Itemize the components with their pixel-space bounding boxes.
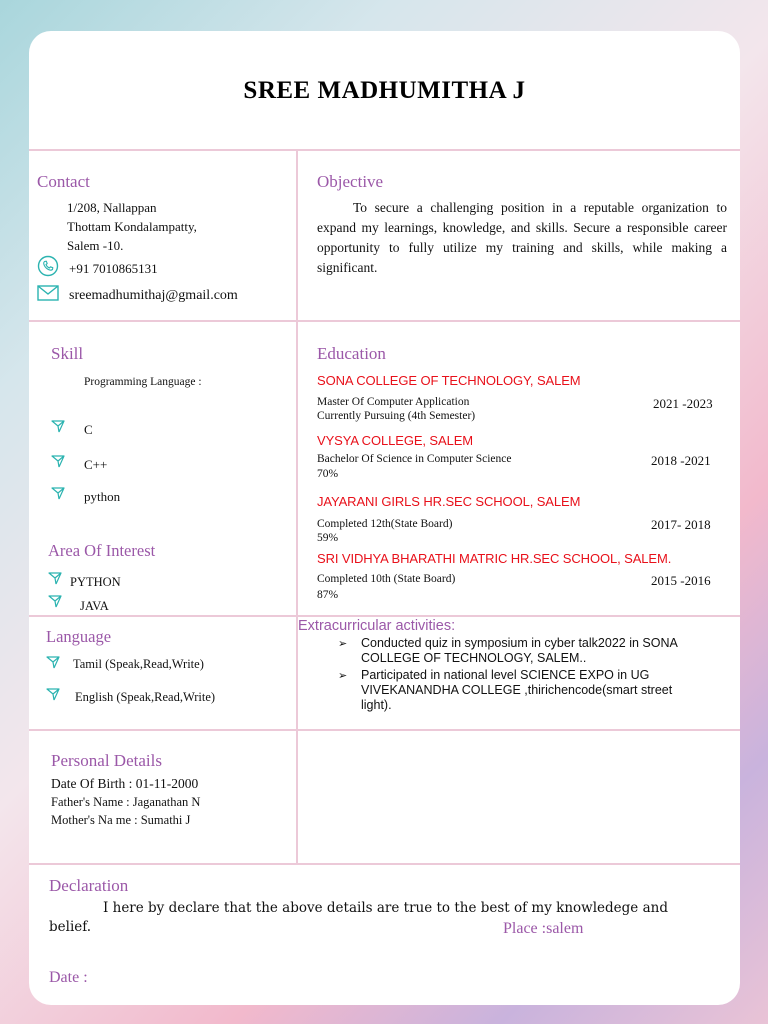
education-detail: 59% — [317, 532, 339, 544]
declaration-place: Place :salem — [503, 920, 584, 937]
education-years: 2015 -2016 — [651, 573, 711, 588]
education-heading: Education — [317, 344, 386, 363]
language-item: Tamil (Speak,Read,Write) — [73, 657, 204, 671]
interest-heading: Area Of Interest — [48, 541, 156, 560]
education-years: 2018 -2021 — [651, 453, 711, 468]
interest-item: PYTHON — [70, 575, 121, 589]
education-detail: 87% — [317, 589, 339, 601]
skill-bullet-icon — [51, 486, 65, 500]
divider-top — [29, 149, 740, 151]
interest-item: JAVA — [80, 599, 109, 613]
skill-item: C — [84, 422, 93, 437]
extracurricular-item — [361, 636, 678, 666]
address-line3: Salem -10. — [67, 238, 124, 253]
language-item: English (Speak,Read,Write) — [75, 690, 216, 704]
education-degree: Bachelor Of Science in Computer Science — [317, 453, 512, 465]
arrow-bullet-icon: ➢ — [338, 637, 348, 650]
extracurricular-line: light). — [361, 698, 392, 712]
extracurricular-line: Participated in national level SCIENCE EXPO in UG — [361, 668, 650, 682]
education-degree: Completed 12th(State Board) — [317, 518, 453, 530]
vdivider-1 — [296, 149, 298, 322]
resume-page — [29, 31, 740, 1005]
objective-text: To secure a challenging position in a reputable organization to expand my learnings, knowledge, and skills. Secure a responsible career opportunity to fully utilize my training and skills, while making a significant. — [317, 200, 727, 275]
interest-bullet-icon — [48, 594, 62, 608]
education-degree: Master Of Computer Application — [317, 396, 470, 408]
phone-number: +91 7010865131 — [69, 261, 158, 276]
declaration-text: I here by declare that the above details are true to the best of my knowledege and — [103, 900, 668, 916]
phone-icon — [37, 255, 59, 277]
father-name: Father's Name : Jaganathan N — [51, 795, 201, 809]
objective-heading: Objective — [317, 172, 384, 191]
dob: Date Of Birth : 01-11-2000 — [51, 776, 199, 791]
education-school: SRI VIDHYA BHARATHI MATRIC HR.SEC SCHOOL, SALEM. — [317, 551, 672, 566]
mother-name: Mother's Na me : Sumathi J — [51, 813, 191, 827]
education-school: SONA COLLEGE OF TECHNOLOGY, SALEM — [317, 373, 581, 388]
skill-bullet-icon — [51, 454, 65, 468]
divider-skill — [29, 615, 740, 617]
extracurricular-line: Conducted quiz in symposium in cyber talk2022 in SONA — [361, 636, 678, 650]
vdivider-4 — [296, 729, 298, 865]
skill-bullet-icon — [51, 419, 65, 433]
extracurricular-line: VIVEKANANDHA COLLEGE ,thirichencode(smart street — [361, 683, 673, 697]
language-bullet-icon — [46, 655, 60, 669]
education-years: 2017- 2018 — [651, 517, 711, 532]
personal-heading: Personal Details — [51, 751, 162, 770]
divider-personal — [29, 863, 740, 865]
address-line2: Thottam Kondalampatty, — [67, 219, 197, 234]
education-school: VYSYA COLLEGE, SALEM — [317, 433, 473, 448]
extracurricular-line: COLLEGE OF TECHNOLOGY, SALEM.. — [361, 651, 587, 665]
email-icon — [37, 285, 59, 301]
declaration-text-end: belief. — [49, 919, 92, 935]
education-detail: 70% — [317, 468, 339, 480]
education-detail: Currently Pursuing (4th Semester) — [317, 410, 476, 422]
vdivider-2 — [296, 320, 298, 617]
divider-contact — [29, 320, 740, 322]
contact-heading: Contact — [37, 172, 90, 191]
divider-language — [29, 729, 740, 731]
education-school: JAYARANI GIRLS HR.SEC SCHOOL, SALEM — [317, 494, 581, 509]
skill-item: C++ — [84, 457, 108, 472]
declaration-heading: Declaration — [49, 876, 129, 895]
extracurricular-heading: Extracurricular activities: — [298, 618, 456, 634]
education-years: 2021 -2023 — [653, 396, 713, 411]
email-address: sreemadhumithaj@gmail.com — [69, 288, 238, 303]
language-bullet-icon — [46, 687, 60, 701]
declaration-date: Date : — [49, 969, 88, 986]
education-degree: Completed 10th (State Board) — [317, 573, 456, 585]
skill-item: python — [84, 489, 121, 504]
extracurricular-item — [361, 668, 672, 713]
interest-bullet-icon — [48, 571, 62, 585]
language-heading: Language — [46, 627, 112, 646]
address-line1: 1/208, Nallappan — [67, 200, 157, 215]
resume-name: SREE MADHUMITHA J — [243, 77, 526, 104]
skill-heading: Skill — [51, 344, 84, 363]
arrow-bullet-icon: ➢ — [338, 669, 348, 682]
skill-subheading: Programming Language : — [84, 376, 202, 388]
